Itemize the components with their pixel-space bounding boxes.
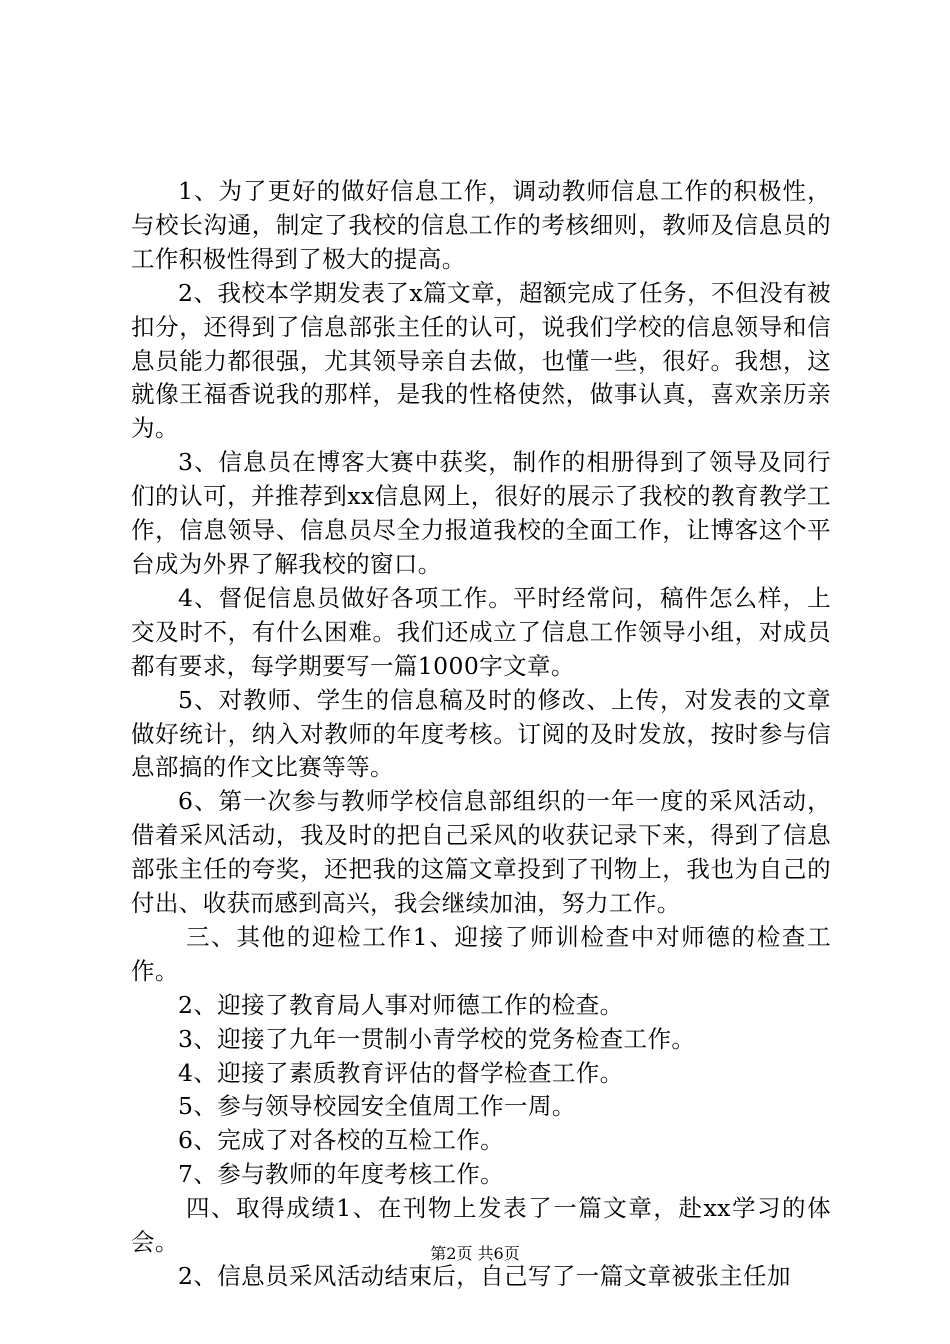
paragraph-11: 5、参与领导校园安全值周工作一周。 (178, 1092, 576, 1121)
page-number-label: 第2页 共6页 (430, 1244, 520, 1263)
paragraph-5: 5、对教师、学生的信息稿及时的修改、上传，对发表的文章做好统计，纳入对教师的年度考核。订阅的及时发放，按时参与信息部搞的作文比赛等等。 (131, 685, 831, 782)
paragraph-15: 2、信息员采风活动结束后，自己写了一篇文章被张主任加 (178, 1262, 791, 1290)
paragraph-4: 4、督促信息员做好各项工作。平时经常问，稿件怎么样，上交及时不，有什么困难。我们还成立了信息工作领导小组，对成员都有要求，每学期要写一篇1000字文章。 (131, 583, 831, 680)
paragraph-13: 7、参与教师的年度考核工作。 (178, 1160, 505, 1189)
paragraph-2: 2、我校本学期发表了x篇文章，超额完成了任务，不但没有被扣分，还得到了信息部张主任的认可，说我们学校的信息领导和信息员能力都很强，尤其领导亲自去做，也懂一些，很好。我想，这就像王福香说我的那样，是我的性格使然，做事认真，喜欢亲历亲为。 (131, 278, 831, 443)
paragraph-10: 4、迎接了素质教育评估的督学检查工作。 (178, 1058, 624, 1087)
paragraph-9: 3、迎接了九年一贯制小青学校的党务检查工作。 (178, 1024, 696, 1053)
section-heading-3: 三、其他的迎检工作1、迎接了师训检查中对师德的检查工作。 (131, 922, 831, 985)
section-heading-4: 四、取得成绩1、在刊物上发表了一篇文章，赴xx学习的体会。 (131, 1194, 831, 1257)
paragraph-1: 1、为了更好的做好信息工作，调动教师信息工作的积极性，与校长沟通，制定了我校的信息工作的考核细则，教师及信息员的工作积极性得到了极大的提高。 (131, 177, 831, 273)
document-body (131, 175, 831, 1294)
paragraph-12: 6、完成了对各校的互检工作。 (178, 1126, 505, 1155)
paragraph-8: 2、迎接了教育局人事对师德工作的检查。 (178, 990, 624, 1019)
page-footer (0, 1244, 950, 1264)
paragraph-6: 6、第一次参与教师学校信息部组织的一年一度的采风活动，借着采风活动，我及时的把自己采风的收获记录下来，得到了信息部张主任的夸奖，还把我的这篇文章投到了刊物上，我也为自己的付出、收获而感到高兴，我会继续加油，努力工作。 (131, 787, 831, 918)
paragraph-3: 3、信息员在博客大赛中获奖，制作的相册得到了领导及同行们的认可，并推荐到xx信息网上，很好的展示了我校的教育教学工作，信息领导、信息员尽全力报道我校的全面工作，让博客这个平台成为外界了解我校的窗口。 (131, 448, 831, 578)
